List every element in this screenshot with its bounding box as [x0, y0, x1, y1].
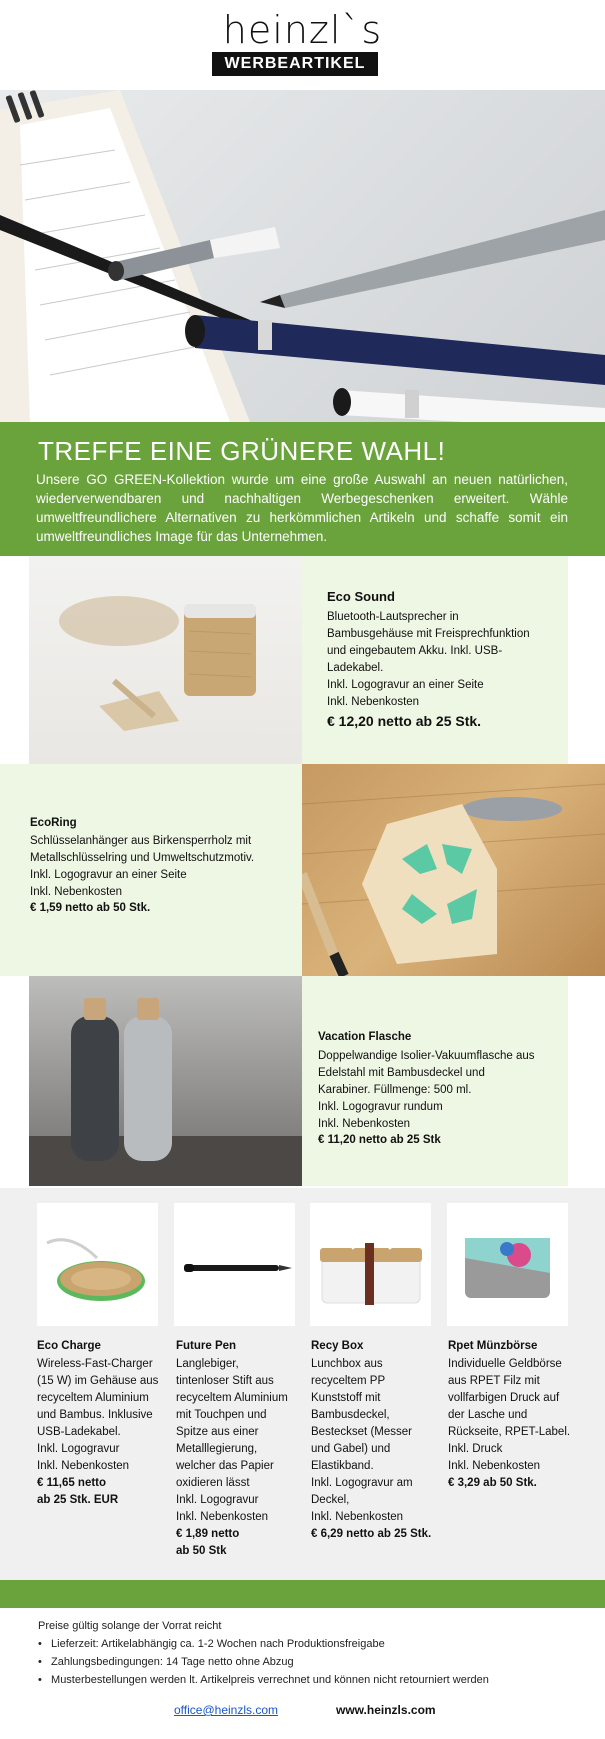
eco-charge-price: € 11,65 netto — [37, 1477, 107, 1489]
footer-bullet-payment: • Zahlungsbedingungen: 14 Tage netto ohne Abzug — [38, 1656, 294, 1668]
eco-sound-engraving: Inkl. Logogravur an einer Seite — [327, 679, 484, 691]
ecoring-title: EcoRing — [30, 817, 77, 829]
recy-box-price: € 6,29 netto ab 25 Stk. — [311, 1528, 432, 1540]
green-divider-bar — [0, 1580, 605, 1608]
recy-box-title: Recy Box — [311, 1340, 364, 1352]
recy-box-desc: Lunchbox aus recyceltem PP Kunststoff mit Bambusdeckel, Besteckset (Messer und Gabel) und Elastikband. Inkl. Logogravur am Deckel, Inkl. Nebenkosten € 6,29 netto ab 25 Stk. — [311, 1356, 447, 1543]
footer-bullet-samples: • Musterbestellungen werden lt. Artikelpreis verrechnet und können nicht retourniert werden — [38, 1674, 489, 1686]
future-pen-image — [174, 1203, 295, 1326]
rpet-purse-price: € 3,29 ab 50 Stk. — [448, 1477, 537, 1489]
eco-charge-image — [37, 1203, 158, 1326]
future-pen-title: Future Pen — [176, 1340, 237, 1352]
bullet-icon: • — [38, 1656, 42, 1668]
footer-email-link[interactable]: office@heinzls.com — [174, 1703, 279, 1717]
vacation-title: Vacation Flasche — [318, 1031, 412, 1043]
future-pen-price: € 1,89 netto — [176, 1528, 240, 1540]
footer-website[interactable]: www.heinzls.com — [336, 1703, 436, 1717]
bullet-icon: • — [38, 1638, 42, 1650]
rpet-purse-card — [448, 1340, 596, 1492]
rpet-purse-image — [447, 1203, 568, 1326]
eco-sound-title: Eco Sound — [327, 589, 395, 604]
eco-charge-desc: Wireless-Fast-Charger (15 W) im Gehäuse aus recyceltem Aluminium und Bambus. Inklusive USB-Ladekabel. Inkl. Logogravur Inkl. Nebenkosten € 11,65 netto ab 25 Stk. EUR — [37, 1356, 167, 1509]
eco-charge-card — [37, 1340, 167, 1509]
eco-sound-costs: Inkl. Nebenkosten — [327, 696, 420, 708]
banner-title: TREFFE EINE GRÜNERE WAHL! — [38, 436, 446, 466]
eco-sound-desc: Bluetooth-Lautsprecher in Bambusgehäuse mit Freisprechfunktion und eingebautem Akku. Inkl. USB- Ladekabel. Inkl. Logogravur an einer Seite Inkl. Nebenkosten — [327, 609, 562, 711]
logo-subtitle: WERBEARTIKEL — [212, 52, 378, 76]
ecoring-engraving: Inkl. Logogravur an einer Seite — [30, 869, 187, 881]
future-pen-desc: Langlebiger, tintenloser Stift aus recyceltem Aluminium mit Touchpen und Spitze aus einer Metalllegierung, welcher das Papier oxidieren lässt Inkl. Logogravur Inkl. Nebenkosten € 1,89 netto ab 50 Stk — [176, 1356, 312, 1560]
eco-charge-title: Eco Charge — [37, 1340, 101, 1352]
ecoring-image — [302, 764, 605, 976]
ecoring-desc: Schlüsselanhänger aus Birkensperrholz mit Metallschlüsselring und Umweltschutzmotiv. Inkl. Logogravur an einer Seite Inkl. Nebenkosten — [30, 833, 300, 901]
recy-box-image — [310, 1203, 431, 1326]
footer-validity: Preise gültig solange der Vorrat reicht — [38, 1620, 222, 1632]
vacation-engraving: Inkl. Logogravur rundum — [318, 1101, 443, 1113]
bullet-icon: • — [38, 1674, 42, 1686]
vacation-costs: Inkl. Nebenkosten — [318, 1118, 411, 1130]
logo-wordmark: heinzl`s — [222, 8, 383, 52]
banner-text: Unsere GO GREEN-Kollektion wurde um eine große Auswahl an neuen natürlichen, wiederverwendbaren und nachhaltigen Werbegeschenken erweitert. Wähle umweltfreundlichere Alternativen zu herkömmlichen Artikeln und schaffe somit ein umweltfreundliches Image für das Unternehmen. — [36, 472, 568, 544]
eco-sound-price: € 12,20 netto ab 25 Stk. — [327, 713, 482, 729]
ecoring-costs: Inkl. Nebenkosten — [30, 886, 123, 898]
vacation-price: € 11,20 netto ab 25 Stk — [318, 1134, 441, 1146]
vacation-desc: Doppelwandige Isolier-Vakuumflasche aus Edelstahl mit Bambusdeckel und Karabiner. Füllmenge: 500 ml. Inkl. Logogravur rundum Inkl. Nebenkosten — [318, 1048, 563, 1133]
pens-illustration — [0, 90, 605, 422]
ecoring-price: € 1,59 netto ab 50 Stk. — [30, 902, 151, 914]
footer-bullet-delivery: • Lieferzeit: Artikelabhängig ca. 1-2 Wochen nach Produktionsfreigabe — [38, 1638, 385, 1650]
eco-sound-image — [29, 556, 302, 764]
hero-image — [0, 90, 605, 422]
rpet-purse-desc: Individuelle Geldbörse aus RPET Filz mit vollfarbigen Druck auf der Lasche und Rückseite, RPET-Label. Inkl. Druck Inkl. Nebenkosten € 3,29 ab 50 Stk. — [448, 1356, 596, 1492]
future-pen-card — [176, 1340, 312, 1560]
rpet-purse-title: Rpet Münzbörse — [448, 1340, 538, 1352]
vacation-image — [29, 976, 302, 1186]
recy-box-card — [311, 1340, 447, 1543]
